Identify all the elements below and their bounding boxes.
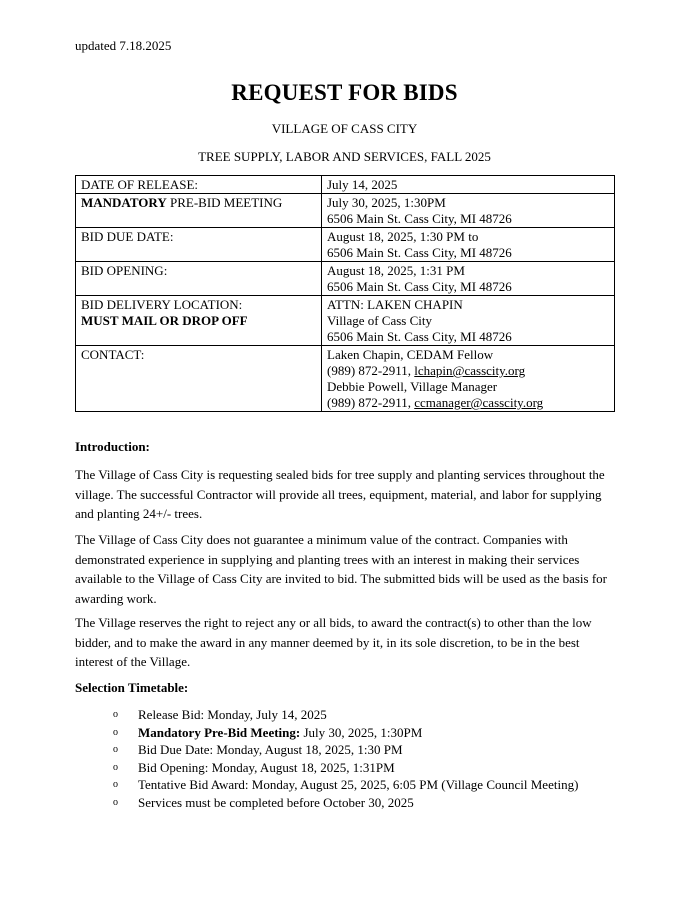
timetable-list <box>113 706 633 811</box>
timetable-item-completion: Services must be completed before October 30, 2025 <box>138 794 414 810</box>
timetable-item-prebid-date: July 30, 2025, 1:30PM <box>300 724 423 740</box>
table-row-contact <box>76 346 615 412</box>
prebid-value <box>322 194 615 228</box>
table-row-prebid <box>76 194 615 228</box>
opening-datetime: August 18, 2025, 1:31 PM <box>327 263 465 278</box>
prebid-datetime: July 30, 2025, 1:30PM <box>327 195 446 210</box>
list-item <box>113 724 633 742</box>
introduction-paragraph-1: The Village of Cass City is requesting sealed bids for tree supply and planting services throughout the village. The successful Contractor will provide all trees, equipment, material, and labor for supplying and planting 24+/- trees. <box>75 467 605 521</box>
bullet-icon: o <box>113 761 118 773</box>
bullet-icon: o <box>113 726 118 738</box>
bullet-icon: o <box>113 779 118 790</box>
release-value: July 14, 2025 <box>322 176 615 194</box>
table-row-due <box>76 228 615 262</box>
contact-1-name: Laken Chapin, CEDAM Fellow <box>327 347 494 362</box>
list-item <box>113 759 633 777</box>
prebid-label <box>76 194 322 228</box>
list-item <box>113 706 633 724</box>
updated-date: updated 7.18.2025 <box>75 38 172 53</box>
timetable-heading: Selection Timetable: <box>75 680 189 695</box>
due-label: BID DUE DATE: <box>76 228 322 262</box>
contact-2-phone: (989) 872-2911, <box>327 395 415 410</box>
bullet-icon: o <box>113 796 118 808</box>
due-datetime: August 18, 2025, 1:30 PM to <box>327 229 479 244</box>
bullet-icon: o <box>113 709 118 720</box>
prebid-label-bold: MANDATORY <box>81 195 167 210</box>
timetable-item-opening: Bid Opening: Monday, August 18, 2025, 1:31PM <box>138 759 395 775</box>
opening-value <box>322 262 615 296</box>
contact-1-line <box>327 363 610 379</box>
due-address: 6506 Main St. Cass City, MI 48726 <box>327 245 512 260</box>
opening-address: 6506 Main St. Cass City, MI 48726 <box>327 279 512 294</box>
delivery-label <box>76 296 322 346</box>
list-item <box>113 794 633 812</box>
introduction-heading: Introduction: <box>75 439 150 454</box>
delivery-org: Village of Cass City <box>327 313 433 328</box>
delivery-value <box>322 296 615 346</box>
document-subtitle-project: TREE SUPPLY, LABOR AND SERVICES, FALL 2025 <box>198 149 491 164</box>
contact-value <box>322 346 615 412</box>
document-subtitle-village: VILLAGE OF CASS CITY <box>271 121 418 136</box>
contact-2-name: Debbie Powell, Village Manager <box>327 379 498 394</box>
timetable-item-award: Tentative Bid Award: Monday, August 25, 2025, 6:05 PM (Village Council Meeting) <box>138 777 579 792</box>
timetable-item-due: Bid Due Date: Monday, August 18, 2025, 1:30 PM <box>138 742 403 757</box>
release-label: DATE OF RELEASE: <box>76 176 322 194</box>
timetable-item-prebid-label: Mandatory Pre-Bid Meeting: <box>138 724 301 740</box>
bullet-icon: o <box>113 744 118 755</box>
prebid-label-rest: PRE-BID MEETING <box>166 195 283 210</box>
contact-1-email-link[interactable]: lchapin@casscity.org <box>414 363 526 378</box>
table-row-opening <box>76 262 615 296</box>
contact-label: CONTACT: <box>76 346 322 412</box>
delivery-address: 6506 Main St. Cass City, MI 48726 <box>327 329 512 344</box>
list-item <box>113 776 633 794</box>
delivery-label-note: MUST MAIL OR DROP OFF <box>81 313 248 328</box>
table-row-release <box>76 176 615 194</box>
delivery-attn: ATTN: LAKEN CHAPIN <box>327 297 463 312</box>
delivery-label-main: BID DELIVERY LOCATION: <box>81 297 243 312</box>
list-item <box>113 741 633 759</box>
introduction-paragraph-3: The Village reserves the right to reject any or all bids, to award the contract(s) to other than the low bidder, and to make the award in any manner deemed by it, in its sole discretion, to be in the best interest of the Village. <box>75 615 592 669</box>
contact-2-email-link[interactable]: ccmanager@casscity.org <box>414 395 544 410</box>
table-row-delivery <box>76 296 615 346</box>
contact-2-line <box>327 395 610 411</box>
contact-1-phone: (989) 872-2911, <box>327 363 415 378</box>
timetable-item-release: Release Bid: Monday, July 14, 2025 <box>138 707 327 722</box>
introduction-paragraph-2: The Village of Cass City does not guarantee a minimum value of the contract. Companies with demonstrated experience in supplying and planting trees with an interest in making their services available to the Village of Cass City are invited to bid. The submitted bids will be used as the basis for awarding work. <box>75 532 608 606</box>
document-title: REQUEST FOR BIDS <box>231 80 458 105</box>
bid-info-table <box>75 175 615 412</box>
due-value <box>322 228 615 262</box>
prebid-address: 6506 Main St. Cass City, MI 48726 <box>327 211 512 226</box>
opening-label: BID OPENING: <box>76 262 322 296</box>
